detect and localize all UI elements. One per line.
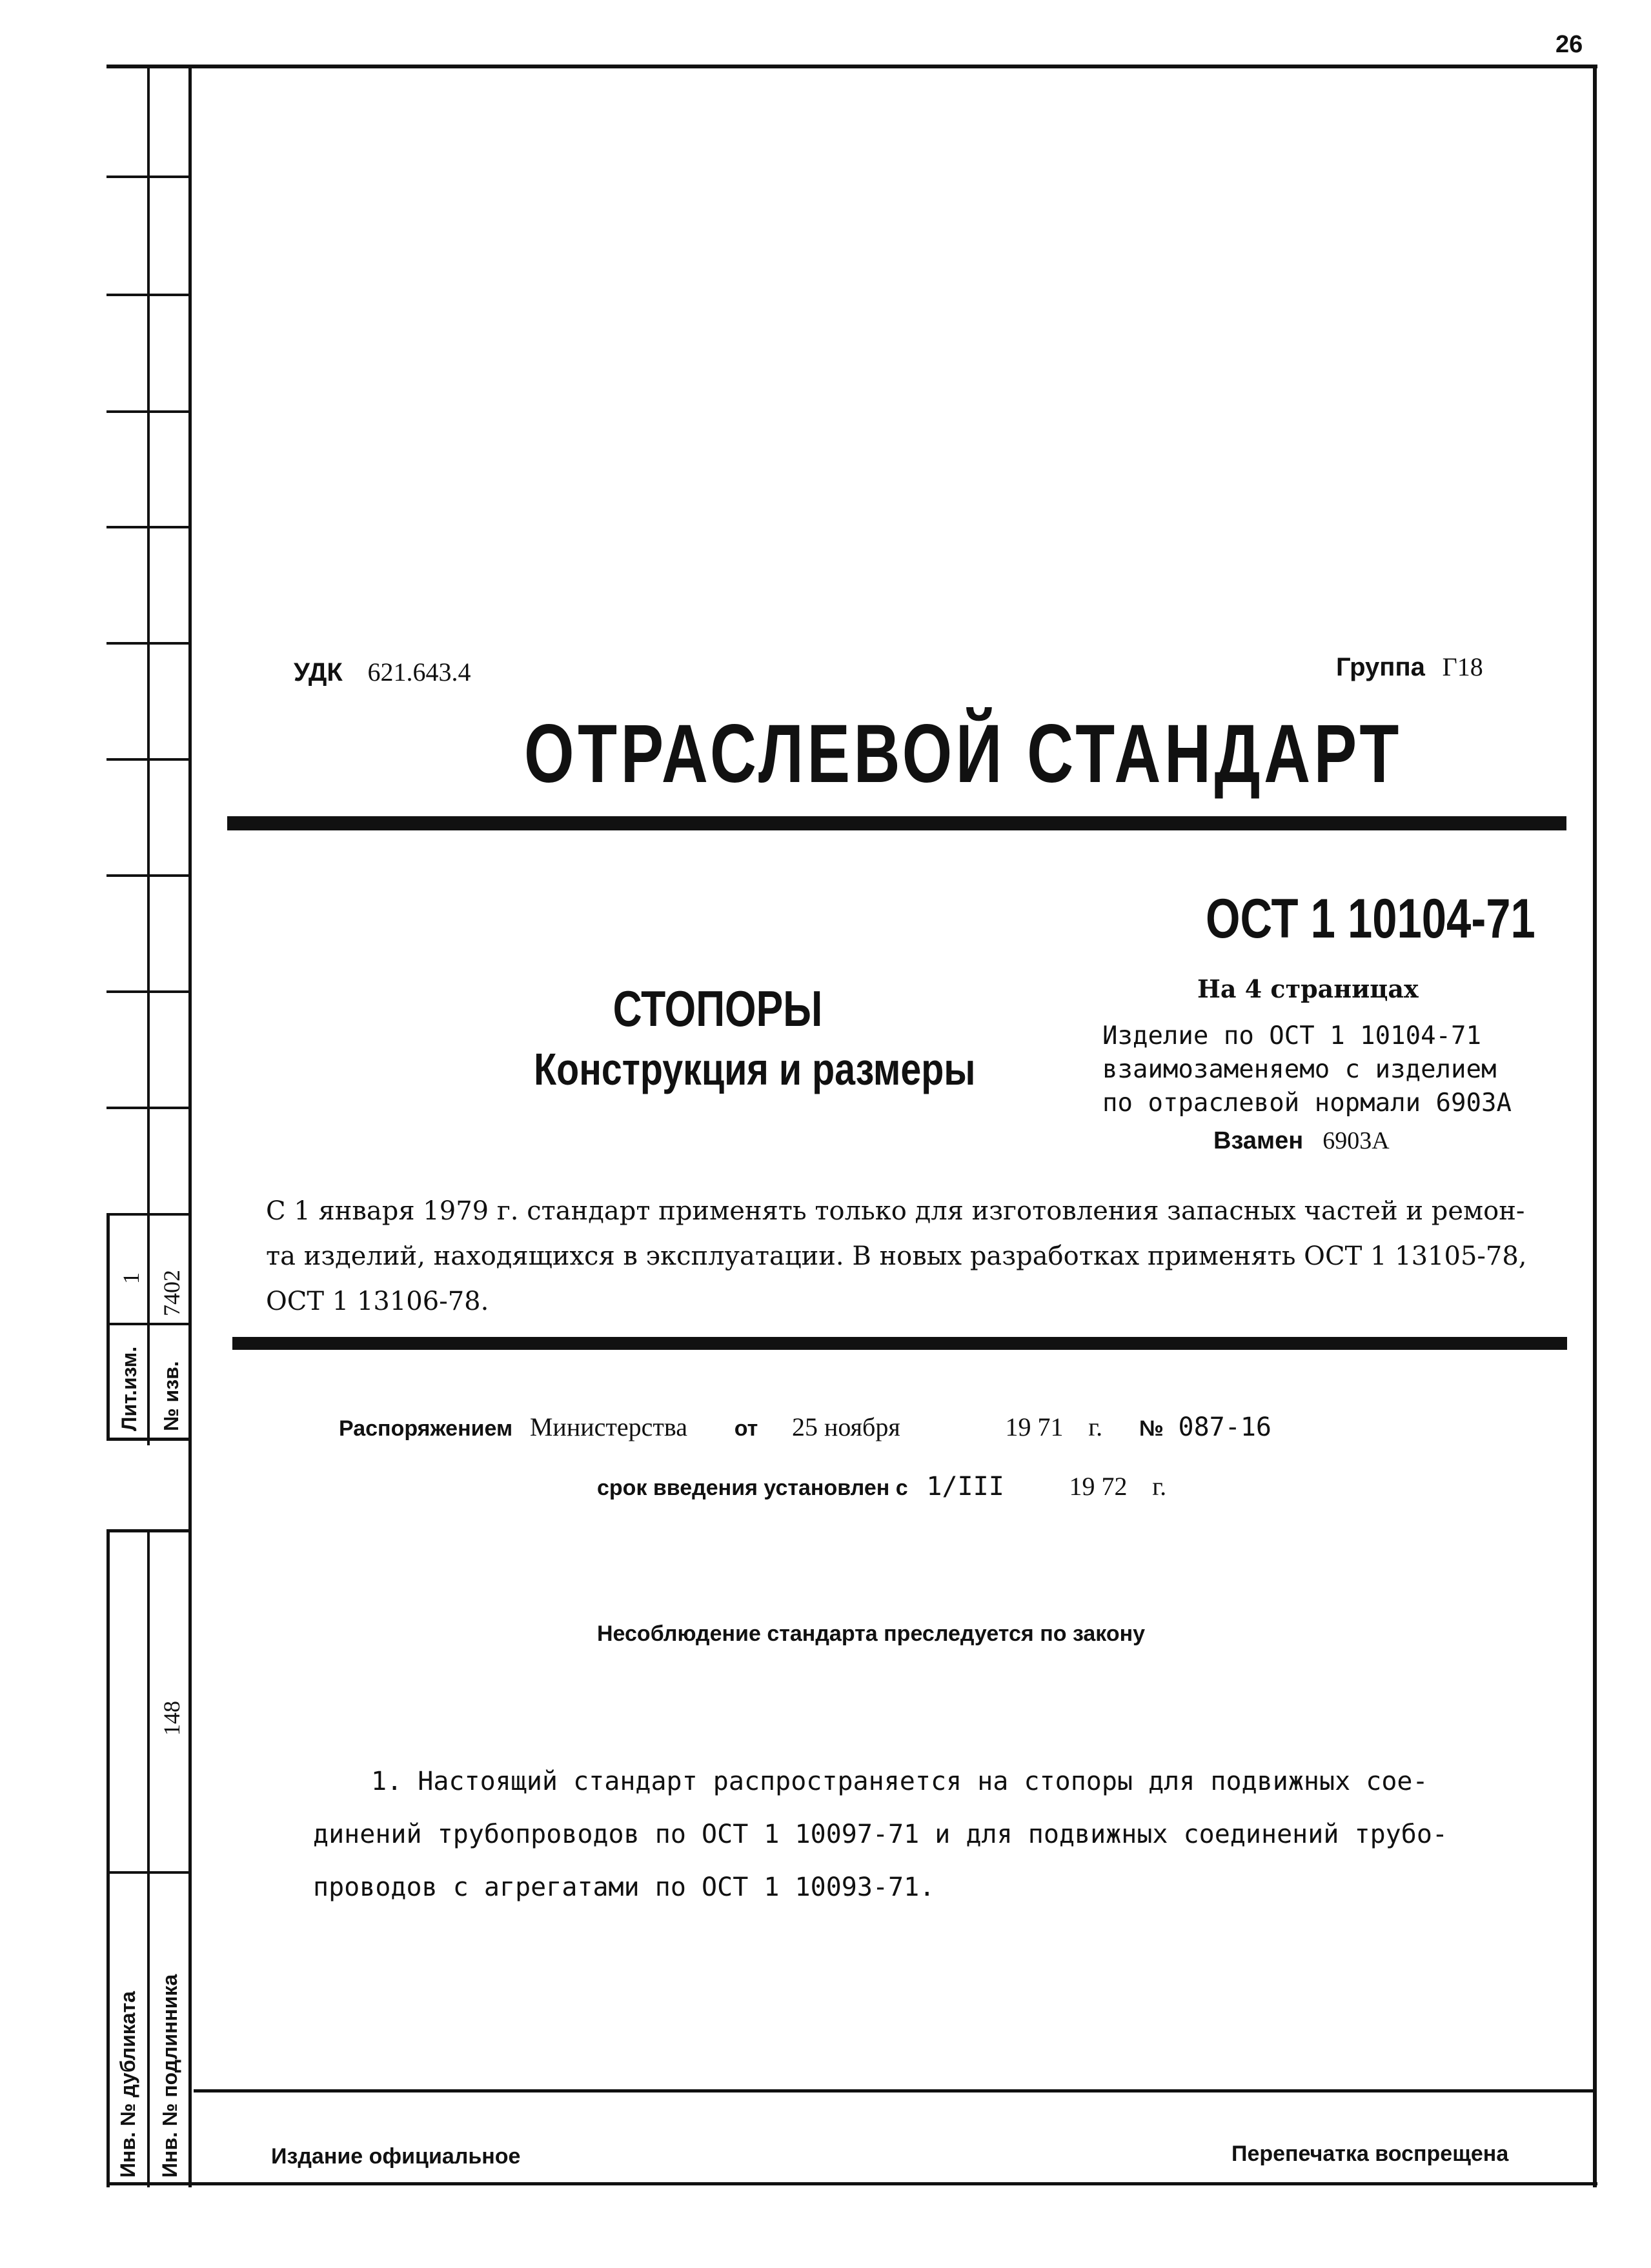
side-strip-line bbox=[147, 1529, 150, 2187]
order-year-suffix: г. bbox=[1088, 1412, 1103, 1441]
footer-right-wrap bbox=[1231, 2141, 1508, 2167]
order-date: 25 ноября bbox=[792, 1412, 900, 1441]
replaces-line bbox=[1213, 1126, 1390, 1155]
interchange-line: по отраслевой нормали 6903А bbox=[1102, 1089, 1512, 1118]
frame-top-border bbox=[106, 65, 1597, 68]
udk-label: УДК bbox=[294, 658, 343, 687]
frame-bottom-border bbox=[106, 2182, 1597, 2185]
side-cell-divider bbox=[106, 874, 190, 877]
notice-line: та изделий, находящихся в эксплуатации. В новых разработках применять ОСТ 1 13105-78, bbox=[266, 1241, 1527, 1271]
izv-value: 7402 bbox=[159, 1270, 185, 1316]
notice-line: ОСТ 1 13106-78. bbox=[266, 1287, 489, 1316]
footer-left-wrap bbox=[271, 2143, 520, 2169]
order-label: Распоряжением bbox=[339, 1416, 513, 1441]
side-cell-divider bbox=[106, 1213, 190, 1216]
page-number: 26 bbox=[1555, 31, 1583, 58]
side-cell-divider bbox=[106, 176, 190, 178]
side-cell-divider bbox=[106, 1438, 190, 1441]
clause-line: 1. Настоящий стандарт распространяется на стопоры для подвижных сое- bbox=[371, 1767, 1428, 1796]
side-strip-line bbox=[147, 65, 150, 1445]
footer-left: Издание официальное bbox=[271, 2144, 521, 2169]
law-notice-wrap bbox=[597, 1621, 1145, 1647]
podlinnik-label: Инв. № подлинника bbox=[158, 1974, 181, 2178]
side-strip-line bbox=[106, 1213, 110, 1439]
side-cell-divider bbox=[106, 758, 190, 761]
side-cell-divider bbox=[106, 1871, 190, 1874]
effective-year-suffix: г. bbox=[1152, 1472, 1167, 1501]
order-line bbox=[339, 1412, 1271, 1442]
standard-number-wrap bbox=[1206, 887, 1617, 951]
notice-line: С 1 января 1979 г. стандарт применять только для изготовления запасных частей и ремон- bbox=[266, 1196, 1525, 1226]
order-from: от bbox=[734, 1416, 758, 1441]
standard-number: ОСТ 1 10104-71 bbox=[1206, 888, 1535, 950]
side-cell-divider bbox=[106, 1107, 190, 1109]
law-notice: Несоблюдение стандарта преследуется по закону bbox=[597, 1621, 1146, 1646]
inv-value: 148 bbox=[159, 1701, 185, 1736]
group-value: Г18 bbox=[1442, 652, 1483, 681]
footer-separator bbox=[194, 2089, 1595, 2092]
dublikat-label: Инв. № дубликата bbox=[116, 1991, 139, 2178]
footer-right: Перепечатка воспрещена bbox=[1231, 2142, 1509, 2166]
side-cell-divider bbox=[106, 642, 190, 645]
side-strip-line bbox=[106, 1529, 110, 2187]
pages-note: На 4 страницах bbox=[1197, 974, 1419, 1003]
replaces-value: 6903А bbox=[1322, 1127, 1390, 1154]
lit-izm-value: 1 bbox=[118, 1272, 144, 1284]
udk-value: 621.643.4 bbox=[367, 657, 471, 687]
order-year: 19 71 bbox=[1005, 1412, 1064, 1441]
notice-rule bbox=[232, 1337, 1567, 1350]
side-cell-divider bbox=[106, 1323, 190, 1325]
interchange-block bbox=[1102, 1019, 1512, 1120]
effective-label: срок введения установлен с bbox=[597, 1476, 908, 1500]
interchange-line: взаимозаменяемо с изделием bbox=[1102, 1055, 1497, 1084]
subject-subtitle: Конструкция и размеры bbox=[534, 1044, 976, 1094]
side-cell-divider bbox=[106, 990, 190, 993]
side-cell-divider bbox=[106, 294, 190, 296]
izv-label: № изв. bbox=[159, 1361, 183, 1431]
notice-block bbox=[266, 1189, 1527, 1324]
effective-line bbox=[597, 1471, 1166, 1501]
side-cell-divider bbox=[106, 410, 190, 413]
order-number: 087-16 bbox=[1178, 1412, 1271, 1442]
effective-year: 19 72 bbox=[1069, 1472, 1128, 1501]
udk-line bbox=[294, 657, 471, 687]
group-line bbox=[1336, 652, 1483, 682]
side-cell-divider bbox=[106, 1529, 190, 1532]
clause-line: проводов с агрегатами по ОСТ 1 10093-71. bbox=[313, 1872, 935, 1902]
frame-right-border bbox=[1593, 65, 1597, 2187]
subject-block bbox=[485, 819, 976, 1095]
lit-izm-label: Лит.изм. bbox=[117, 1346, 141, 1431]
order-ministry: Министерства bbox=[529, 1412, 687, 1441]
main-title: ОТРАСЛЕВОЙ СТАНДАРТ bbox=[524, 708, 1403, 800]
clause-block bbox=[313, 1755, 1448, 1914]
main-title-wrap bbox=[524, 707, 1403, 801]
effective-date: 1/III bbox=[926, 1472, 1004, 1501]
replaces-label: Взамен bbox=[1213, 1127, 1304, 1154]
group-label: Группа bbox=[1336, 653, 1425, 681]
subject-title: СТОПОРЫ bbox=[613, 980, 823, 1037]
clause-line: динений трубопроводов по ОСТ 1 10097-71 и для подвижных соединений трубо- bbox=[313, 1820, 1448, 1849]
interchange-line: Изделие по ОСТ 1 10104-71 bbox=[1102, 1021, 1481, 1050]
side-strip-line bbox=[188, 65, 192, 2187]
side-cell-divider bbox=[106, 526, 190, 528]
order-number-label: № bbox=[1139, 1416, 1164, 1441]
